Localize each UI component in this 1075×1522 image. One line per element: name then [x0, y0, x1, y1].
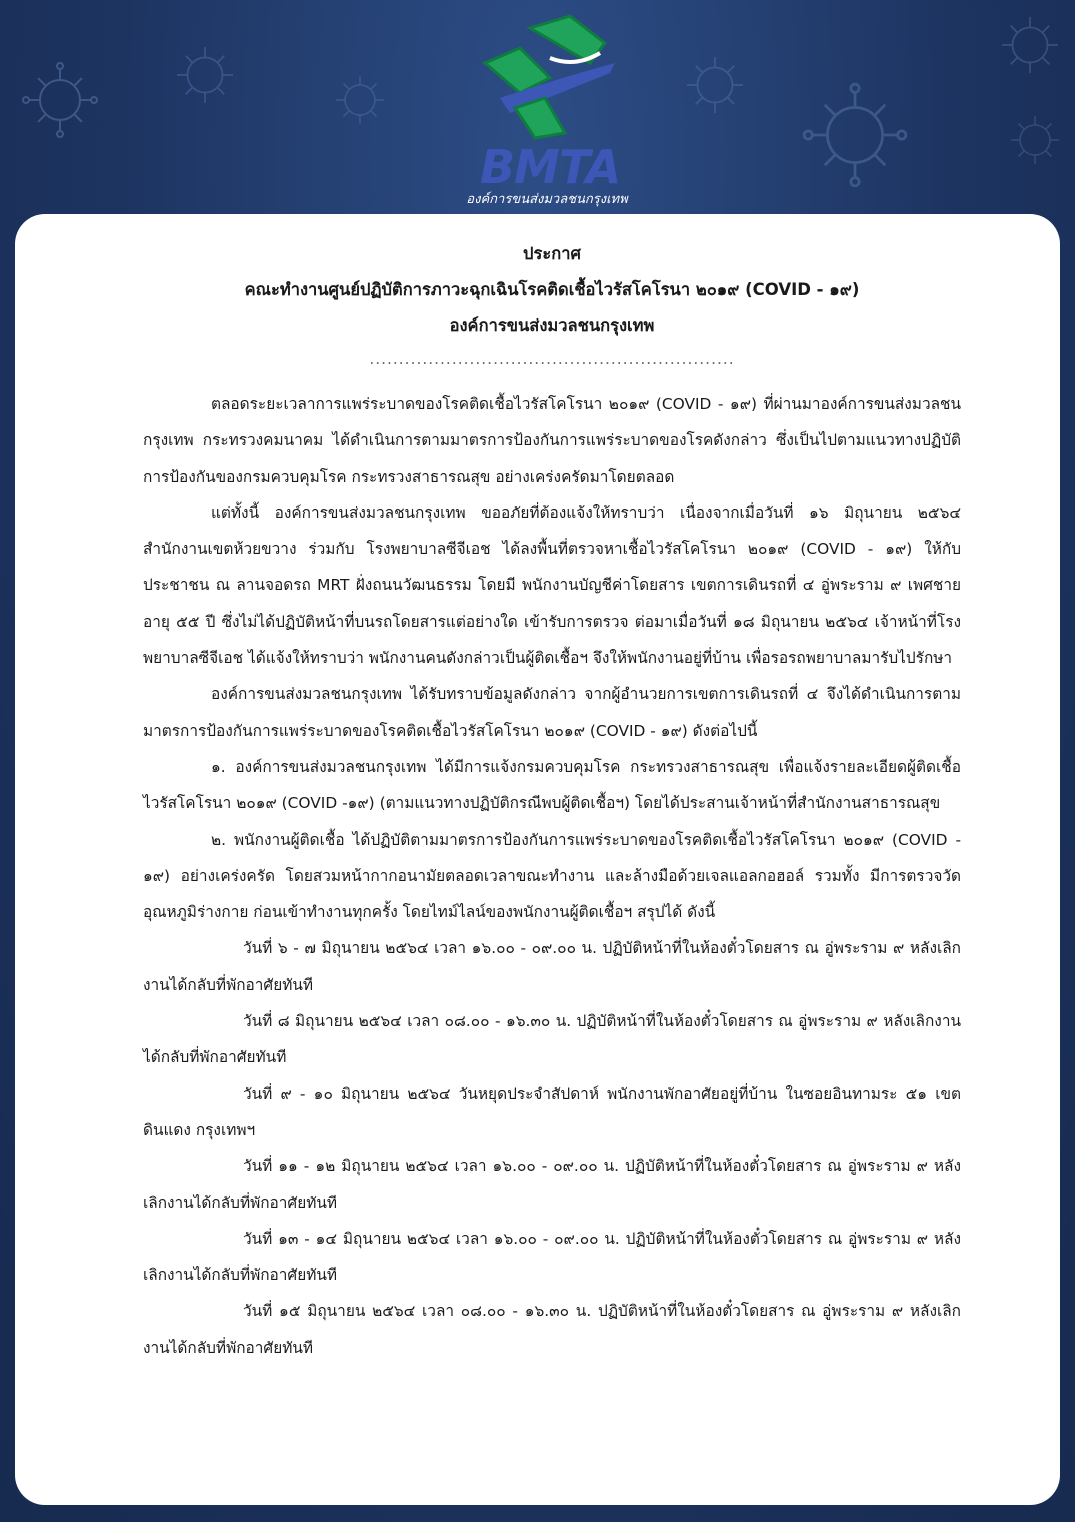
virus-icon: [1005, 110, 1065, 170]
bmta-emblem-icon: [440, 8, 640, 148]
organization-name: องค์การขนส่งมวลชนกรุงเทพ: [449, 316, 655, 335]
announcement-title: ประกาศ: [523, 244, 581, 263]
committee-name: คณะทำงานศูนย์ปฏิบัติการภาวะฉุกเฉินโรคติดเชื้อไวรัสโคโรนา ๒๐๑๙ (COVID - ๑๙): [244, 280, 860, 299]
timeline-item: วันที่ ๑๕ มิถุนายน ๒๕๖๔ เวลา ๐๘.๐๐ - ๑๖.๓๐ น. ปฏิบัติหน้าที่ในห้องตั๋วโดยสาร ณ อู่พระราม ๙ หลังเลิกงานได้กลับที่พักอาศัยทันที: [143, 1302, 961, 1357]
virus-icon: [170, 40, 240, 110]
announcement-content: [143, 236, 961, 1366]
timeline-item: วันที่ ๙ - ๑๐ มิถุนายน ๒๕๖๔ วันหยุดประจำสัปดาห์ พนักงานพักอาศัยอยู่ที่บ้าน ในซอยอินทามระ ๕๑ เขตดินแดง กรุงเทพฯ: [143, 1084, 961, 1139]
paragraph: ๒. พนักงานผู้ติดเชื้อ ได้ปฏิบัติตามมาตรการป้องกันการแพร่ระบาดของโรคติดเชื้อไวรัสโคโรนา ๒๐๑๙ (COVID - ๑๙) อย่างเคร่งครัด โดยสวมหน้ากากอนามัยตลอดเวลาขณะทำงาน และล้างมือด้วยเจลแอลกอฮอล์ รวมทั้ง มีการตรวจวัดอุณหภูมิร่างกาย ก่อนเข้าทำงานทุกครั้ง โดยไทม์ไลน์ของพนักงานผู้ติดเชื้อฯ สรุปได้ ดังนี้: [143, 830, 961, 922]
timeline-item: วันที่ ๑๑ - ๑๒ มิถุนายน ๒๕๖๔ เวลา ๑๖.๐๐ - ๐๙.๐๐ น. ปฏิบัติหน้าที่ในห้องตั๋วโดยสาร ณ อู่พระราม ๙ หลังเลิกงานได้กลับที่พักอาศัยทันที: [143, 1157, 961, 1212]
paragraph: แต่ทั้งนี้ องค์การขนส่งมวลชนกรุงเทพ ขออภัยที่ต้องแจ้งให้ทราบว่า เนื่องจากเมื่อวันที่ ๑๖ มิถุนายน ๒๕๖๔ สำนักงานเขตห้วยขวาง ร่วมกับ โรงพยาบาลซีจีเอช ได้ลงพื้นที่ตรวจหาเชื้อไวรัสโคโรนา ๒๐๑๙ (COVID - ๑๙) ให้กับประชาชน ณ ลานจอดรถ MRT ฝั่งถนนวัฒนธรรม โดยมี พนักงานบัญชีค่าโดยสาร เขตการเดินรถที่ ๔ อู่พระราม ๙ เพศชาย อายุ ๕๕ ปี ซึ่งไม่ได้ปฏิบัติหน้าที่บนรถโดยสารแต่อย่างใด เข้ารับการตรวจ ต่อมาเมื่อวันที่ ๑๘ มิถุนายน ๒๕๖๔ เจ้าหน้าที่โรงพยาบาลซีจีเอช ได้แจ้งให้ทราบว่า พนักงานคนดังกล่าวเป็นผู้ติดเชื้อฯ จึงให้พนักงานอยู่ที่บ้าน เพื่อรอรถพยาบาลมารับไปรักษา: [143, 503, 961, 668]
announcement-card: [15, 214, 1060, 1505]
bmta-logo: [440, 8, 640, 208]
logo-subtitle: องค์การขนส่งมวลชนกรุงเทพ: [466, 192, 628, 207]
timeline-item: วันที่ ๘ มิถุนายน ๒๕๖๔ เวลา ๐๘.๐๐ - ๑๖.๓๐ น. ปฏิบัติหน้าที่ในห้องตั๋วโดยสาร ณ อู่พระราม ๙ หลังเลิกงานได้กลับที่พักอาศัยทันที: [143, 1012, 961, 1067]
timeline-item: วันที่ ๑๓ - ๑๔ มิถุนายน ๒๕๖๔ เวลา ๑๖.๐๐ - ๐๙.๐๐ น. ปฏิบัติหน้าที่ในห้องตั๋วโดยสาร ณ อู่พระราม ๙ หลังเลิกงานได้กลับที่พักอาศัยทันที: [143, 1229, 961, 1285]
paragraph: ตลอดระยะเวลาการแพร่ระบาดของโรคติดเชื้อไวรัสโคโรนา ๒๐๑๙ (COVID - ๑๙) ที่ผ่านมาองค์การขนส่งมวลชนกรุงเทพ กระทรวงคมนาคม ได้ดำเนินการตามมาตรการป้องกันการแพร่ระบาดของโรคดังกล่าว ซึ่งเป็นไปตามแนวทางปฏิบัติการป้องกันของกรมควบคุมโรค กระทรวงสาธารณสุข อย่างเคร่งครัดมาโดยตลอด: [143, 395, 961, 486]
paragraph: ๑. องค์การขนส่งมวลชนกรุงเทพ ได้มีการแจ้งกรมควบคุมโรค กระทรวงสาธารณสุข เพื่อแจ้งรายละเอียดผู้ติดเชื้อไวรัสโคโรนา ๒๐๑๙ (COVID -๑๙) (ตามแนวทางปฏิบัติกรณีพบผู้ติดเชื้อฯ) โดยได้ประสานเจ้าหน้าที่สำนักงานสาธารณสุข: [143, 757, 961, 813]
timeline-item: วันที่ ๖ - ๗ มิถุนายน ๒๕๖๔ เวลา ๑๖.๐๐ - ๐๙.๐๐ น. ปฏิบัติหน้าที่ในห้องตั๋วโดยสาร ณ อู่พระราม ๙ หลังเลิกงานได้กลับที่พักอาศัยทันที: [143, 939, 962, 994]
logo-wordmark: BMTA: [480, 140, 621, 194]
virus-icon: [680, 50, 750, 120]
virus-icon: [20, 60, 100, 140]
virus-icon: [800, 80, 910, 190]
virus-icon: [330, 70, 390, 130]
separator: ..............................................................: [369, 350, 735, 368]
paragraph: องค์การขนส่งมวลชนกรุงเทพ ได้รับทราบข้อมูลดังกล่าว จากผู้อำนวยการเขตการเดินรถที่ ๔ จึงได้ดำเนินการตามมาตรการป้องกันการแพร่ระบาดของโรคติดเชื้อไวรัสโคโรนา ๒๐๑๙ (COVID - ๑๙) ดังต่อไปนี้: [143, 685, 961, 740]
virus-icon: [995, 10, 1065, 80]
